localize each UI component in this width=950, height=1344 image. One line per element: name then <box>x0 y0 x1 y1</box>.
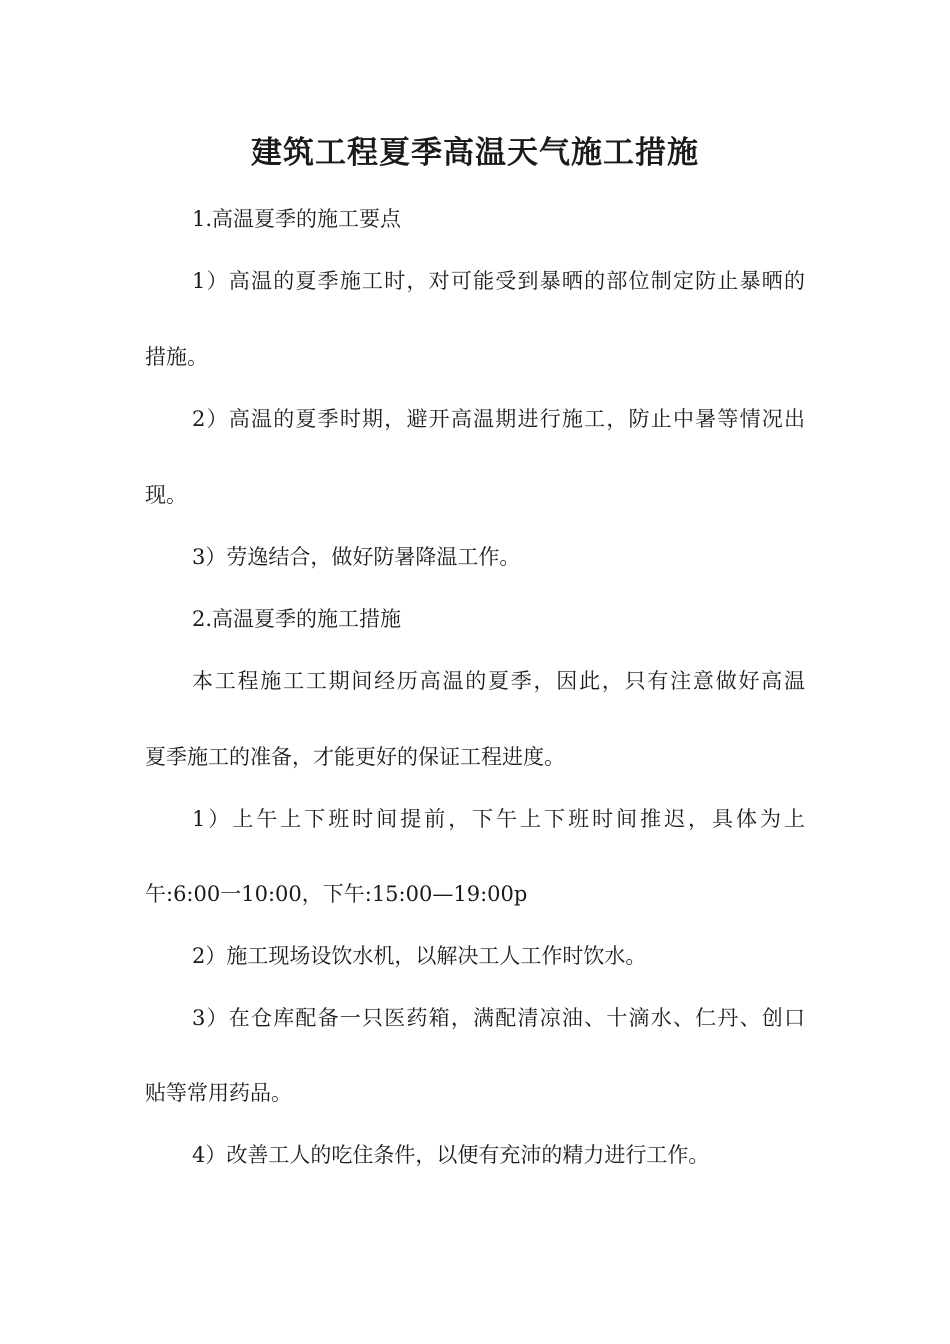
paragraph-line: 1）上午上下班时间提前，下午上下班时间推迟，具体为上 <box>192 807 805 831</box>
paragraph-line: 2）施工现场设饮水机，以解决工人工作时饮水。 <box>192 944 647 968</box>
paragraph-line: 贴等常用药品。 <box>145 1081 292 1105</box>
paragraph-line: 4）改善工人的吃住条件，以便有充沛的精力进行工作。 <box>192 1143 710 1167</box>
paragraph-line: 午:6:00一10:00，下午:15:00—19:00p <box>145 882 528 906</box>
paragraph-line: 现。 <box>145 483 187 507</box>
section-heading-2: 2.高温夏季的施工措施 <box>192 607 402 631</box>
paragraph-line: 3）劳逸结合，做好防暑降温工作。 <box>192 545 521 569</box>
paragraph-line: 本工程施工工期间经历高温的夏季，因此，只有注意做好高温 <box>192 669 805 693</box>
paragraph-line: 2）高温的夏季时期，避开高温期进行施工，防止中暑等情况出 <box>192 407 805 431</box>
document-title: 建筑工程夏季高温天气施工措施 <box>251 135 699 171</box>
paragraph-line: 夏季施工的准备，才能更好的保证工程进度。 <box>145 745 565 769</box>
paragraph-line: 措施。 <box>145 345 208 369</box>
paragraph-line: 1）高温的夏季施工时，对可能受到暴晒的部位制定防止暴晒的 <box>192 269 805 293</box>
section-heading-1: 1.高温夏季的施工要点 <box>192 207 402 231</box>
paragraph-line: 3）在仓库配备一只医药箱，满配清凉油、十滴水、仁丹、创口 <box>192 1006 805 1030</box>
